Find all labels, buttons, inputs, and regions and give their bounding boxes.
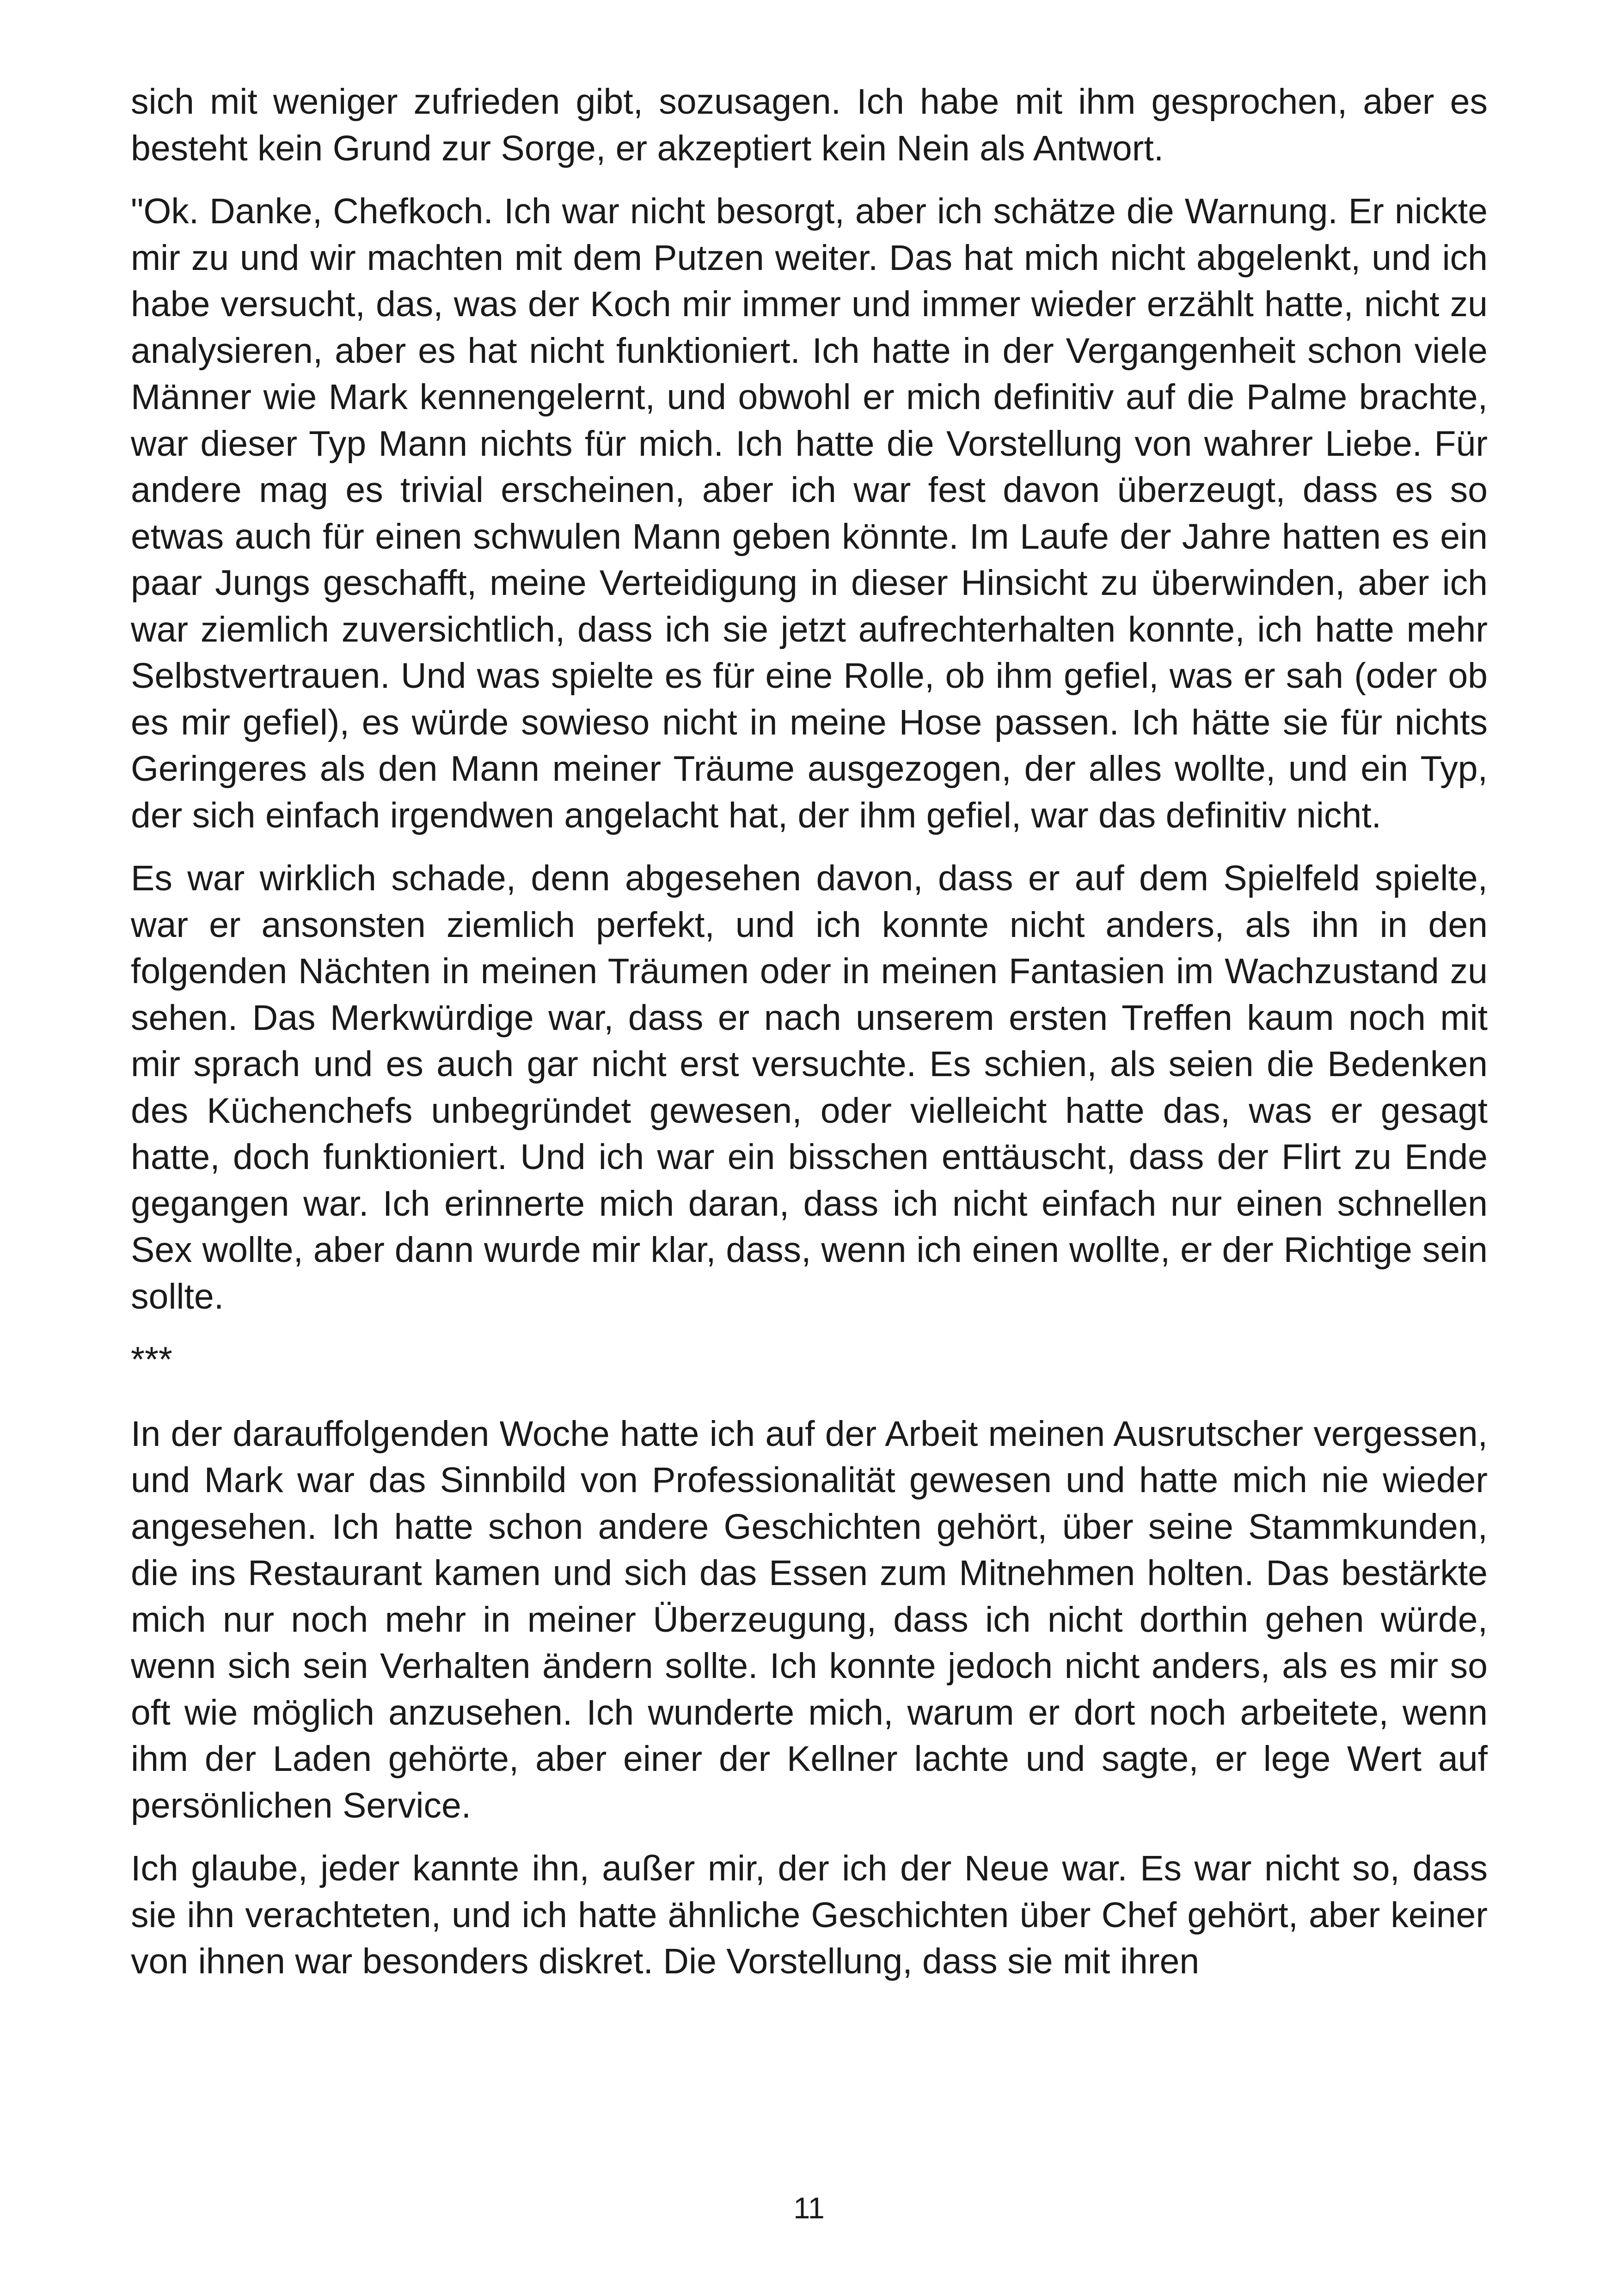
- paragraph: Es war wirklich schade, denn abgesehen davon, dass er auf dem Spielfeld spielte, war er ansonsten ziemlich perfekt, und ich konnte nicht anders, als ihn in den folgenden Nächten in meinen Träumen oder in meinen Fantasien im Wachzustand zu sehen. Das Merkwürdige war, dass er nach unserem ersten Treffen kaum noch mit mir sprach und es auch gar nicht erst versuchte. Es schien, als seien die Bedenken des Küchenchefs unbegründet gewesen, oder vielleicht hatte das, was er gesagt hatte, doch funktioniert. Und ich war ein bisschen enttäuscht, dass der Flirt zu Ende gegangen war. Ich erinnerte mich daran, dass ich nicht einfach nur einen schnellen Sex wollte, aber dann wurde mir klar, dass, wenn ich einen wollte, er der Richtige sein sollte.: [131, 858, 1488, 1316]
- body-text: [131, 79, 1488, 2002]
- page-number: 11: [793, 2191, 825, 2225]
- paragraph: "Ok. Danke, Chefkoch. Ich war nicht besorgt, aber ich schätze die Warnung. Er nickte mir zu und wir machten mit dem Putzen weiter. Das hat mich nicht abgelenkt, und ich habe versucht, das, was der Koch mir immer und immer wieder erzählt hatte, nicht zu analysieren, aber es hat nicht funktioniert. Ich hatte in der Vergangenheit schon viele Männer wie Mark kennengelernt, und obwohl er mich definitiv auf die Palme brachte, war dieser Typ Mann nichts für mich. Ich hatte die Vorstellung von wahrer Liebe. Für andere mag es trivial erscheinen, aber ich war fest davon überzeugt, dass es so etwas auch für einen schwulen Mann geben könnte. Im Laufe der Jahre hatten es ein paar Jungs geschafft, meine Verteidigung in dieser Hinsicht zu überwinden, aber ich war ziemlich zuversichtlich, dass ich sie jetzt aufrechterhalten konnte, ich hatte mehr Selbstvertrauen. Und was spielte es für eine Rolle, ob ihm gefiel, was er sah (oder ob es mir gefiel), es würde sowieso nicht in meine Hose passen. Ich hätte sie für nichts Geringeres als den Mann meiner Träume ausgezogen, der alles wollte, und ein Typ, der sich einfach irgendwen angelacht hat, der ihm gefiel, war das definitiv nicht.: [131, 191, 1488, 835]
- paragraph: In der darauffolgenden Woche hatte ich auf der Arbeit meinen Ausrutscher vergessen, und Mark war das Sinnbild von Professionalität gewesen und hatte mich nie wieder angesehen. Ich hatte schon andere Geschichten gehört, über seine Stammkunden, die ins Restaurant kamen und sich das Essen zum Mitnehmen holten. Das bestärkte mich nur noch mehr in meiner Überzeugung, dass ich nicht dorthin gehen würde, wenn sich sein Verhalten ändern sollte. Ich konnte jedoch nicht anders, als es mir so oft wie möglich anzusehen. Ich wunderte mich, warum er dort noch arbeitete, wenn ihm der Laden gehörte, aber einer der Kellner lachte und sagte, er lege Wert auf persönlichen Service.: [131, 1414, 1488, 1825]
- paragraph: sich mit weniger zufrieden gibt, sozusagen. Ich habe mit ihm gesprochen, aber es besteht kein Grund zur Sorge, er akzeptiert kein Nein als Antwort.: [131, 82, 1488, 168]
- paragraph: Ich glaube, jeder kannte ihn, außer mir, der ich der Neue war. Es war nicht so, dass sie ihn verachteten, und ich hatte ähnliche Geschichten über Chef gehört, aber keiner von ihnen war besonders diskret. Die Vorstellung, dass sie mit ihren: [131, 1849, 1488, 1981]
- section-separator: ***: [131, 1340, 172, 1379]
